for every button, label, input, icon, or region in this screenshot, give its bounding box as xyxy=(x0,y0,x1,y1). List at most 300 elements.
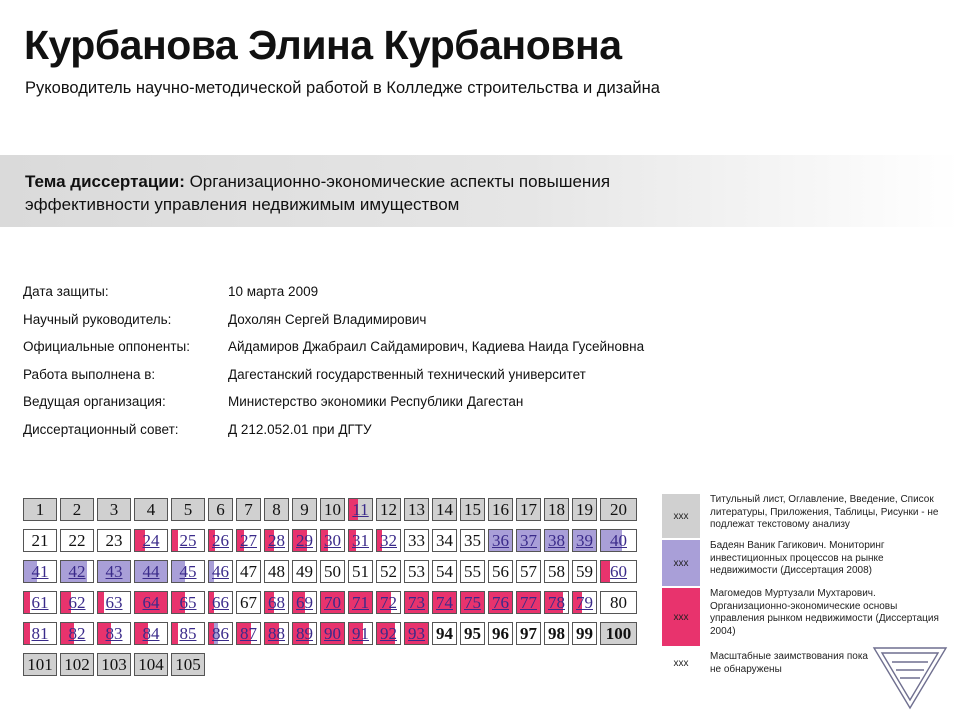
page-cell[interactable] xyxy=(134,529,168,552)
page-link[interactable]: 87 xyxy=(240,624,257,643)
page-cell[interactable] xyxy=(171,529,205,552)
page-cell xyxy=(264,560,289,583)
page-number: 67 xyxy=(240,593,257,612)
page-number: 19 xyxy=(576,500,593,519)
page-cell xyxy=(60,498,94,521)
page-cell xyxy=(376,498,401,521)
page-cell[interactable] xyxy=(23,622,57,645)
page-link[interactable]: 31 xyxy=(352,531,369,550)
page-cell xyxy=(600,591,637,614)
page-cell xyxy=(208,498,233,521)
page-cell[interactable] xyxy=(171,560,205,583)
legend-text: Титульный лист, Оглавление, Введение, Список литературы, Приложения, Таблицы, Рисунки - не подлежат текстовому анализу xyxy=(710,494,939,530)
page-cell xyxy=(516,560,541,583)
page-number: 33 xyxy=(408,531,425,550)
pink-mark xyxy=(601,561,610,582)
page-number: 52 xyxy=(380,562,397,581)
page-number xyxy=(180,562,197,581)
page-cell xyxy=(292,560,317,583)
page-cell[interactable] xyxy=(23,591,57,614)
page-number: 22 xyxy=(68,531,86,550)
page-number xyxy=(268,531,285,550)
page-link[interactable]: 75 xyxy=(464,593,481,612)
page-number: 21 xyxy=(31,531,49,550)
page-cell xyxy=(404,498,429,521)
page-link[interactable]: 85 xyxy=(179,624,197,643)
page-link[interactable]: 64 xyxy=(142,593,160,612)
page-number xyxy=(464,593,481,612)
page-number: 48 xyxy=(268,562,285,581)
page-cell[interactable] xyxy=(320,529,345,552)
info-label: Научный руководитель: xyxy=(23,311,172,327)
page-number xyxy=(69,624,86,643)
page-cell xyxy=(292,498,317,521)
page-number: 18 xyxy=(548,500,565,519)
page-link[interactable]: 86 xyxy=(212,624,229,643)
page-number: 49 xyxy=(296,562,313,581)
pink-mark xyxy=(98,592,104,613)
page-link[interactable]: 26 xyxy=(212,531,229,550)
page-number: 13 xyxy=(408,500,425,519)
page-number: 8 xyxy=(272,500,281,519)
page-number xyxy=(492,531,509,550)
page-number xyxy=(380,624,397,643)
page-link[interactable]: 76 xyxy=(492,593,509,612)
page-cell xyxy=(171,498,205,521)
page-cell xyxy=(404,529,429,552)
page-link[interactable]: 41 xyxy=(31,562,49,581)
page-cell xyxy=(544,622,569,645)
page-cell xyxy=(97,653,131,676)
page-number xyxy=(380,531,397,550)
page-link[interactable]: 84 xyxy=(142,624,160,643)
page-link[interactable]: 83 xyxy=(105,624,123,643)
page-cell xyxy=(544,498,569,521)
page-number: 50 xyxy=(324,562,341,581)
page-cell xyxy=(348,560,373,583)
page-cell xyxy=(97,498,131,521)
page-link[interactable]: 61 xyxy=(31,593,49,612)
page-cell xyxy=(516,622,541,645)
page-number xyxy=(32,624,49,643)
page-cell xyxy=(460,529,485,552)
person-position: Руководитель научно-методической работой в Колледже строительства и дизайна xyxy=(25,79,660,97)
page-cell[interactable] xyxy=(264,529,289,552)
page-cell xyxy=(572,560,597,583)
page-cell[interactable] xyxy=(572,591,597,614)
page-cell xyxy=(404,560,429,583)
page-number: 105 xyxy=(175,655,201,674)
page-number: 94 xyxy=(436,624,453,643)
page-number: 10 xyxy=(324,500,341,519)
pink-mark xyxy=(24,592,30,613)
legend-swatch-white: ххх xyxy=(662,651,700,675)
info-row xyxy=(23,422,644,450)
page-number xyxy=(69,562,86,581)
info-value: Дагестанский государственный технический университет xyxy=(228,366,586,382)
page-number: 17 xyxy=(520,500,537,519)
dissernet-stamp-logo xyxy=(870,640,950,712)
page-link[interactable]: 39 xyxy=(576,531,593,550)
page-cell[interactable] xyxy=(320,591,345,614)
page-cell[interactable] xyxy=(376,622,401,645)
page-number: 53 xyxy=(408,562,425,581)
page-cell[interactable] xyxy=(292,622,317,645)
page-cell[interactable] xyxy=(208,560,233,583)
page-link[interactable]: 88 xyxy=(268,624,285,643)
page-number xyxy=(180,593,197,612)
page-cell[interactable] xyxy=(488,529,513,552)
page-number xyxy=(520,593,537,612)
page-number: 9 xyxy=(300,500,309,519)
page-link[interactable]: 71 xyxy=(352,593,369,612)
page-cell[interactable] xyxy=(544,529,569,552)
page-link[interactable]: 44 xyxy=(142,562,160,581)
page-cell[interactable] xyxy=(97,622,131,645)
legend-swatch-lavender: ххх xyxy=(662,540,700,586)
page-number: 95 xyxy=(464,624,481,643)
page-number xyxy=(268,593,285,612)
pink-mark xyxy=(172,623,178,644)
page-cell xyxy=(264,498,289,521)
page-number xyxy=(143,562,160,581)
legend-row xyxy=(662,651,870,676)
page-link[interactable]: 69 xyxy=(296,593,313,612)
page-cell xyxy=(488,622,513,645)
page-cell xyxy=(97,529,131,552)
page-cell xyxy=(572,622,597,645)
page-cell[interactable] xyxy=(572,529,597,552)
page-number xyxy=(380,593,397,612)
info-row xyxy=(23,312,644,340)
page-number: 100 xyxy=(605,624,632,643)
page-link[interactable]: 65 xyxy=(179,593,197,612)
page-cell[interactable] xyxy=(432,591,457,614)
info-row xyxy=(23,394,644,422)
page-cell[interactable] xyxy=(60,560,94,583)
page-cell xyxy=(134,498,168,521)
page-number: 16 xyxy=(492,500,509,519)
page-number xyxy=(548,531,565,550)
page-cell xyxy=(320,498,345,521)
page-number: 55 xyxy=(464,562,481,581)
page-cell[interactable] xyxy=(404,622,429,645)
page-cell xyxy=(432,560,457,583)
page-link[interactable]: 73 xyxy=(408,593,425,612)
page-link[interactable]: 11 xyxy=(352,500,369,519)
page-cell[interactable] xyxy=(236,622,261,645)
page-number xyxy=(212,624,229,643)
page-cell[interactable] xyxy=(600,560,637,583)
legend-row xyxy=(662,494,940,538)
page-number: 98 xyxy=(548,624,565,643)
page-number xyxy=(240,531,257,550)
page-link[interactable]: 28 xyxy=(268,531,285,550)
page-number: 80 xyxy=(610,593,627,612)
page-number xyxy=(32,562,49,581)
page-cell[interactable] xyxy=(134,560,168,583)
page-number xyxy=(106,624,123,643)
page-cell[interactable] xyxy=(236,529,261,552)
page-link[interactable]: 42 xyxy=(68,562,86,581)
page-number xyxy=(352,593,369,612)
page-link[interactable]: 89 xyxy=(296,624,313,643)
page-cell xyxy=(488,560,513,583)
page-link[interactable]: 40 xyxy=(610,531,627,550)
page-number xyxy=(352,531,369,550)
legend-row xyxy=(662,588,940,646)
page-number: 99 xyxy=(576,624,593,643)
info-value: Дохолян Сергей Владимирович xyxy=(228,311,427,327)
info-value: 10 марта 2009 xyxy=(228,284,319,299)
page-cell xyxy=(460,622,485,645)
page-cell xyxy=(236,560,261,583)
page-link[interactable]: 24 xyxy=(142,531,160,550)
page-link[interactable]: 38 xyxy=(548,531,565,550)
page-number xyxy=(408,624,425,643)
page-cell[interactable] xyxy=(404,591,429,614)
pink-mark xyxy=(172,530,178,551)
page-cell xyxy=(236,498,261,521)
page-cell[interactable] xyxy=(208,622,233,645)
page-cell[interactable] xyxy=(488,591,513,614)
page-cell xyxy=(236,591,261,614)
page-cell[interactable] xyxy=(60,591,94,614)
page-link[interactable]: 90 xyxy=(324,624,341,643)
page-number: 104 xyxy=(138,655,164,674)
page-number: 2 xyxy=(72,500,82,519)
page-cell xyxy=(544,560,569,583)
dissertation-info xyxy=(23,284,644,449)
page-cell[interactable] xyxy=(348,498,373,521)
page-number: 5 xyxy=(183,500,193,519)
page-link[interactable]: 79 xyxy=(576,593,593,612)
page-link[interactable]: 25 xyxy=(179,531,197,550)
legend-text: Масштабные заимствования пока не обнаружены xyxy=(710,651,868,675)
page-cell xyxy=(60,653,94,676)
page-cell[interactable] xyxy=(60,622,94,645)
page-number xyxy=(180,624,197,643)
info-label: Работа выполнена в: xyxy=(23,366,156,382)
page-cell xyxy=(516,498,541,521)
page-link[interactable]: 66 xyxy=(212,593,229,612)
info-label: Диссертационный совет: xyxy=(23,421,179,437)
page-link[interactable]: 62 xyxy=(68,593,86,612)
page-cell xyxy=(432,622,457,645)
page-cell[interactable] xyxy=(264,622,289,645)
info-value: Министерство экономики Республики Дагестан xyxy=(228,394,524,409)
page-number: 7 xyxy=(244,500,253,519)
info-row xyxy=(23,339,644,367)
page-number: 103 xyxy=(101,655,127,674)
page-number xyxy=(576,593,593,612)
page-number xyxy=(352,500,368,519)
page-cell xyxy=(60,529,94,552)
page-number: 57 xyxy=(520,562,537,581)
theme-text: Организационно-экономические аспекты повышения эффективности управления недвижимым имуществом xyxy=(25,172,611,214)
page-number: 97 xyxy=(520,624,537,643)
page-number: 96 xyxy=(492,624,509,643)
page-cell xyxy=(23,529,57,552)
page-cell xyxy=(572,498,597,521)
page-number xyxy=(296,593,313,612)
page-number xyxy=(352,624,369,643)
page-link[interactable]: 60 xyxy=(610,562,627,581)
page-cell[interactable] xyxy=(516,591,541,614)
page-number xyxy=(610,562,627,581)
page-link[interactable]: 74 xyxy=(436,593,453,612)
page-number xyxy=(180,531,197,550)
page-link[interactable]: 68 xyxy=(268,593,285,612)
info-row xyxy=(23,284,644,312)
page-cell xyxy=(432,498,457,521)
page-cell[interactable] xyxy=(460,591,485,614)
page-number xyxy=(106,593,123,612)
page-number xyxy=(610,531,627,550)
page-number xyxy=(69,593,86,612)
page-cell[interactable] xyxy=(208,591,233,614)
page-cell[interactable] xyxy=(292,529,317,552)
page-number xyxy=(296,531,313,550)
page-link[interactable]: 63 xyxy=(105,593,123,612)
page-number xyxy=(212,562,229,581)
page-cell xyxy=(134,653,168,676)
page-cell[interactable] xyxy=(264,591,289,614)
info-label: Официальные оппоненты: xyxy=(23,339,190,354)
page-number: 34 xyxy=(436,531,453,550)
page-number xyxy=(143,593,160,612)
page-cell[interactable] xyxy=(208,529,233,552)
page-link[interactable]: 27 xyxy=(240,531,257,550)
page-link[interactable]: 36 xyxy=(492,531,509,550)
legend-swatch-pink: ххх xyxy=(662,588,700,646)
page-link[interactable]: 72 xyxy=(380,593,397,612)
page-link[interactable]: 78 xyxy=(548,593,565,612)
page-number: 56 xyxy=(492,562,509,581)
page-number xyxy=(408,593,425,612)
page-number: 6 xyxy=(216,500,225,519)
page-cell[interactable] xyxy=(97,560,131,583)
theme-label: Тема диссертации: xyxy=(25,172,185,191)
info-value: Д 212.052.01 при ДГТУ xyxy=(228,421,372,437)
page-cell xyxy=(432,529,457,552)
page-number: 54 xyxy=(436,562,453,581)
page-number xyxy=(143,624,160,643)
legend-swatch-gray: ххх xyxy=(662,494,700,538)
page-number xyxy=(143,531,160,550)
page-cell xyxy=(600,498,637,521)
page-number: 23 xyxy=(105,531,123,550)
page-number xyxy=(296,624,313,643)
page-cell[interactable] xyxy=(600,529,637,552)
page-link[interactable]: 45 xyxy=(179,562,197,581)
info-value: Айдамиров Джабраил Сайдамирович, Кадиева Наида Гусейновна xyxy=(228,339,645,354)
pink-mark xyxy=(24,623,30,644)
page-cell xyxy=(488,498,513,521)
page-link[interactable]: 46 xyxy=(212,562,229,581)
page-link[interactable]: 92 xyxy=(380,624,397,643)
legend-text: Бадеян Ваник Гагикович. Мониторинг инвестиционных процессов на рынке недвижимости (Диссертация 2008) xyxy=(710,540,885,576)
page-link[interactable]: 37 xyxy=(520,531,537,550)
page-cell[interactable] xyxy=(171,622,205,645)
page-number: 47 xyxy=(240,562,257,581)
page-cell[interactable] xyxy=(292,591,317,614)
page-cell[interactable] xyxy=(348,591,373,614)
page-number: 51 xyxy=(352,562,369,581)
page-number: 58 xyxy=(548,562,565,581)
page-cell[interactable] xyxy=(516,529,541,552)
page-number xyxy=(324,531,341,550)
legend-row xyxy=(662,540,940,586)
page-number xyxy=(548,593,565,612)
page-number: 35 xyxy=(464,531,481,550)
page-cell xyxy=(460,498,485,521)
page-number xyxy=(492,593,509,612)
page-number xyxy=(240,624,257,643)
page-cell[interactable] xyxy=(23,560,57,583)
page-link[interactable]: 29 xyxy=(296,531,313,550)
page-cell xyxy=(376,560,401,583)
page-link[interactable]: 81 xyxy=(31,624,49,643)
page-cell xyxy=(460,560,485,583)
page-link[interactable]: 93 xyxy=(408,624,425,643)
page-cell[interactable] xyxy=(134,591,168,614)
page-number xyxy=(268,624,285,643)
page-number xyxy=(212,531,229,550)
page-link[interactable]: 82 xyxy=(68,624,86,643)
page-cell[interactable] xyxy=(376,529,401,552)
page-number: 59 xyxy=(576,562,593,581)
page-number xyxy=(576,531,593,550)
page-number: 15 xyxy=(464,500,481,519)
info-row xyxy=(23,367,644,395)
page-cell[interactable] xyxy=(134,622,168,645)
page-cell[interactable] xyxy=(171,591,205,614)
page-cell xyxy=(23,498,57,521)
page-link[interactable]: 91 xyxy=(352,624,369,643)
page-link[interactable]: 32 xyxy=(380,531,397,550)
page-number: 20 xyxy=(610,500,627,519)
page-cell[interactable] xyxy=(348,622,373,645)
page-number: 3 xyxy=(109,500,119,519)
page-number: 14 xyxy=(436,500,453,519)
page-number: 12 xyxy=(380,500,397,519)
page-cell[interactable] xyxy=(376,591,401,614)
page-link[interactable]: 77 xyxy=(520,593,537,612)
page-number: 101 xyxy=(27,655,53,674)
page-cell xyxy=(600,622,637,645)
page-link[interactable]: 30 xyxy=(324,531,341,550)
page-link[interactable]: 70 xyxy=(324,593,341,612)
page-cell xyxy=(171,653,205,676)
page-cell[interactable] xyxy=(348,529,373,552)
page-number xyxy=(324,624,341,643)
page-cell[interactable] xyxy=(97,591,131,614)
info-label: Дата защиты: xyxy=(23,284,109,299)
legend-text: Магомедов Муртузали Мухтарович. Организационно-экономические основы управления рынком недвижимости (Диссертация 2004) xyxy=(710,588,939,637)
page-number: 1 xyxy=(35,500,45,519)
person-name: Курбанова Элина Курбановна xyxy=(24,22,622,68)
page-cell[interactable] xyxy=(544,591,569,614)
page-number: 102 xyxy=(64,655,90,674)
page-number: 4 xyxy=(146,500,156,519)
page-number xyxy=(212,593,229,612)
page-cell xyxy=(320,560,345,583)
info-label: Ведущая организация: xyxy=(23,394,166,409)
page-cell[interactable] xyxy=(320,622,345,645)
page-link[interactable]: 43 xyxy=(105,562,123,581)
page-cell xyxy=(23,653,57,676)
